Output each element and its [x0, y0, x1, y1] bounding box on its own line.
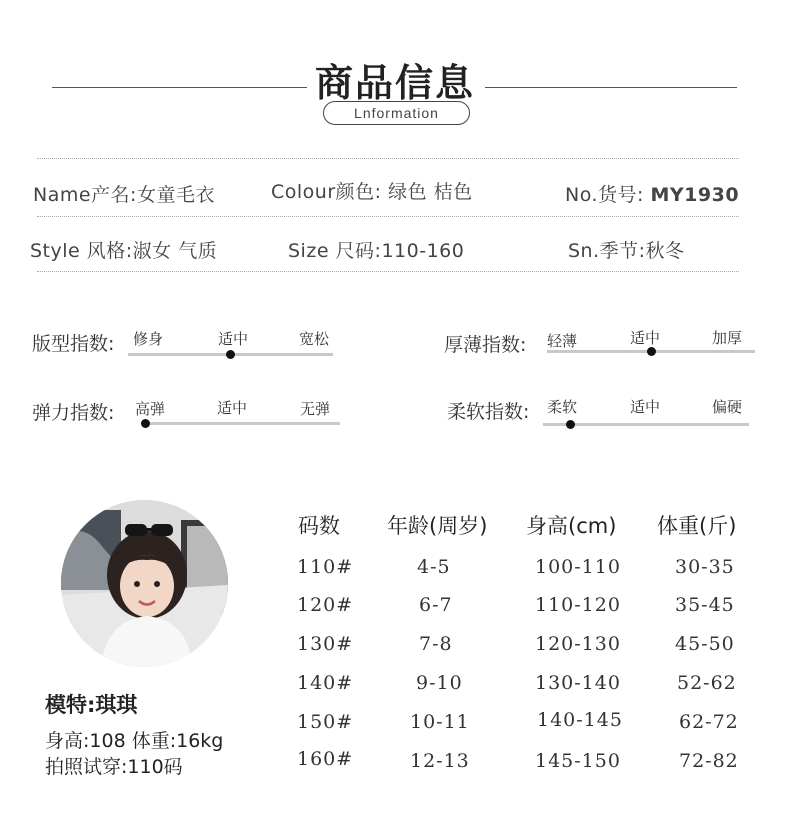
- model-stats: 身高:108 体重:16kg: [45, 730, 224, 752]
- weight-cell: 45-50: [675, 633, 735, 655]
- weight-cell: 52-62: [677, 672, 737, 694]
- size-table-header: 身高(cm): [526, 514, 617, 538]
- index-elasticity-option: 适中: [217, 399, 248, 417]
- info-no-label: No.货号:: [565, 184, 644, 206]
- info-colour-value: 绿色 桔色: [388, 181, 473, 203]
- info-size: [288, 236, 464, 263]
- model-tried-size: 拍照试穿:110码: [45, 756, 183, 778]
- info-style-label: Style 风格:: [30, 240, 133, 262]
- size-cell: 120#: [297, 594, 354, 616]
- info-season-value: 秋冬: [645, 240, 685, 262]
- size-cell: 140#: [297, 672, 354, 694]
- index-thickness-marker: [647, 347, 656, 356]
- index-thickness-option: 加厚: [712, 329, 743, 347]
- info-size-label: Size 尺码:: [288, 240, 382, 262]
- info-style-value: 淑女 气质: [132, 240, 218, 262]
- info-item-no: [565, 180, 739, 207]
- model-photo-illustration: [61, 500, 228, 667]
- index-fit-marker: [226, 350, 235, 359]
- index-softness-option: 适中: [630, 398, 661, 416]
- info-colour: [271, 177, 473, 204]
- index-elasticity-option: 高弹: [135, 400, 166, 418]
- weight-cell: 35-45: [675, 594, 735, 616]
- weight-cell: 72-82: [679, 750, 739, 772]
- index-thickness-option: 轻薄: [547, 332, 578, 350]
- info-season: [568, 236, 685, 263]
- index-fit-option: 修身: [133, 330, 164, 348]
- height-cell: 130-140: [535, 672, 621, 694]
- index-softness-option: 偏硬: [712, 398, 743, 416]
- info-size-value: 110-160: [381, 240, 465, 262]
- info-colour-label: Colour颜色:: [271, 181, 382, 203]
- size-cell: 160#: [297, 748, 354, 770]
- size-cell: 130#: [297, 633, 354, 655]
- age-cell: 12-13: [410, 750, 470, 772]
- info-name-label: Name产名:: [33, 184, 137, 206]
- model-photo: [61, 500, 228, 667]
- model-name: 模特:琪琪: [45, 693, 138, 717]
- divider: [37, 158, 739, 159]
- index-softness-label: 柔软指数:: [447, 401, 530, 423]
- index-fit-option: 宽松: [299, 330, 330, 348]
- index-thickness-option: 适中: [630, 329, 661, 347]
- size-cell: 110#: [297, 556, 354, 578]
- index-elasticity-option: 无弹: [300, 400, 331, 418]
- divider: [37, 271, 739, 272]
- age-cell: 10-11: [410, 711, 470, 733]
- size-table-header: 年龄(周岁): [387, 514, 488, 538]
- index-elasticity-track: [141, 422, 340, 425]
- index-elasticity-marker: [141, 419, 150, 428]
- index-elasticity-label: 弹力指数:: [32, 402, 115, 424]
- height-cell: 110-120: [535, 594, 621, 616]
- info-style: [30, 236, 217, 263]
- index-fit-label: 版型指数:: [32, 333, 115, 355]
- height-cell: 145-150: [535, 750, 621, 772]
- info-name: [33, 180, 215, 207]
- height-cell: 100-110: [535, 556, 621, 578]
- page-title: 商品信息: [314, 61, 475, 105]
- age-cell: 6-7: [419, 594, 453, 616]
- index-thickness-label: 厚薄指数:: [444, 334, 527, 356]
- index-softness-marker: [566, 420, 575, 429]
- size-table-header: 体重(斤): [657, 514, 737, 538]
- height-cell: 120-130: [535, 633, 621, 655]
- age-cell: 4-5: [417, 556, 451, 578]
- size-table-header: 码数: [298, 514, 340, 538]
- size-cell: 150#: [297, 711, 354, 733]
- info-season-label: Sn.季节:: [568, 240, 646, 262]
- weight-cell: 30-35: [675, 556, 735, 578]
- info-no-value: MY1930: [650, 184, 740, 206]
- age-cell: 9-10: [416, 672, 463, 694]
- weight-cell: 62-72: [679, 711, 739, 733]
- index-fit-option: 适中: [218, 330, 249, 348]
- info-name-value: 女童毛衣: [136, 184, 215, 206]
- divider: [37, 216, 739, 217]
- index-softness-option: 柔软: [547, 398, 578, 416]
- age-cell: 7-8: [419, 633, 453, 655]
- page-subtitle: Lnformation: [323, 101, 470, 125]
- height-cell: 140-145: [537, 709, 623, 731]
